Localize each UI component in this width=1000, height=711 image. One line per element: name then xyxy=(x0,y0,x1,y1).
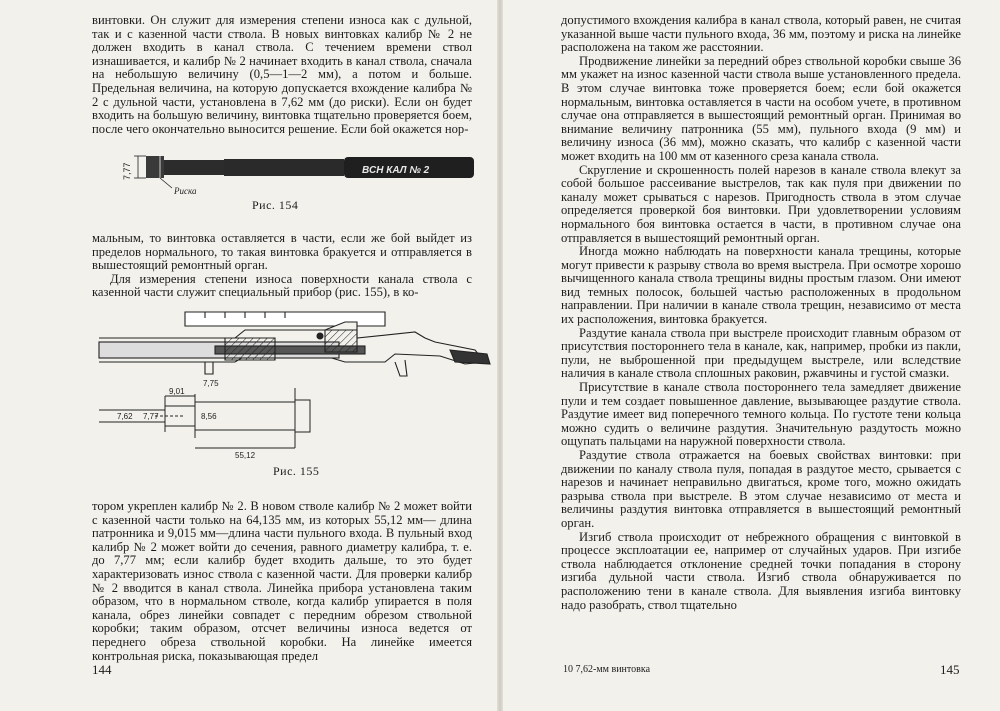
paragraph: Скругление и скрошенность полей нарезов в канале ствола влекут за собой большое рассеивание выстрелов, так как пуля при движении по каналу может срываться с нарезов. Пригодность ствола в этом случае определяется проверкой боя винтовки. При удовлетворении условиям нормального боя винтовка остается в части, в противном случае она отправляется в вышестоящий ремонтный орган. xyxy=(561,162,961,245)
figure-155-device xyxy=(95,298,495,460)
fig155-dim-6: 55,12 xyxy=(235,451,256,460)
fig155-dim-4: 7,77 xyxy=(143,412,159,421)
left-text-block-1 xyxy=(92,14,472,136)
figure-154-caption: Рис. 154 xyxy=(252,198,299,212)
left-text-block-2 xyxy=(92,232,472,300)
right-page xyxy=(503,0,1000,711)
paragraph: Продвижение линейки за передний обрез ствольной коробки свыше 36 мм укажет на износ казенной части ствола выше установленного предела. В этом случае винтовка тоже проверяется боем; если бой окажется нормальным, винтовка оставляется в части на особом учете, в противном случае она отправляется в вышестоящий ремонтный орган. Принимая во внимание величину патронника (55 мм), пульного входа (9 мм) и величину износа (36 мм), можно сказать, что калибр с казенной части может входить на 100 мм от казенного среза канала ствола. xyxy=(561,53,961,163)
paragraph: Изгиб ствола происходит от небрежного обращения с винтовкой в процессе эксплоатации ее, например от случайных ударов. При изгибе ствола наблюдается отклонение средней точки попадания в сторону изгиба дульной части ствола. Изгиб ствола обнаруживается по расположению тени в канале ствола. Для выявления изгиба винтовку надо разобрать, ствол тщательно xyxy=(561,529,961,612)
paragraph: Иногда можно наблюдать на поверхности канала трещины, которые могут привести к разрыву ствола во время выстрела. При осмотре хорошо вычищенного канала ствола трещины видны простым глазом. Они имеют вид темных полосок, большей частью расположенных в продольном направлении. При наличии в канале ствола трещин, независимо от места их расположения, винтовка бракуется. xyxy=(561,244,961,327)
figure-154-gauge xyxy=(100,150,480,198)
figure-155-caption: Рис. 155 xyxy=(273,464,320,478)
device-drawing xyxy=(99,312,490,376)
right-text-block xyxy=(561,14,961,612)
printer-signature: 10 7,62-мм винтовка xyxy=(563,664,651,675)
fig154-marker-label: Риска xyxy=(174,186,197,196)
paragraph: Присутствие в канале ствола постороннего тела замедляет движение пули и тем создает повышенное давление, вызывающее раздутие ствола. Раздутие имеет вид поперечного темного кольца. По густоте тени кольца можно судить о величине раздутия. Значительную раздутость можно ощупать пальцами на наружной поверхности ствола. xyxy=(561,380,961,449)
fig155-dim-1: 9,01 xyxy=(169,387,185,396)
paragraph: допустимого вхождения калибра в канал ствола, который равен, не считая указанной выше части пульного входа, 36 мм, поэтому и риска на линейке расположена на таком же расстоянии. xyxy=(561,13,961,55)
left-text-block-3 xyxy=(92,500,472,663)
fig155-dim-2: 7,75 xyxy=(203,379,219,388)
paragraph: мальным, то винтовка оставляется в части, если же бой выйдет из пределов нормального, то такая винтовка бракуется и отправляется в вышестоящий ремонтный орган. xyxy=(92,231,472,273)
paragraph: Раздутие ствола отражается на боевых свойствах винтовки: при движении по каналу ствола пуля, попадая в раздутое место, срывается с нарезов и начинает неправильно двигаться, кроме того, можно ожидать разрыва ствола при выстреле. В этом случае независимо от места и величины раздутия винтовка отправляется в вышестоящий ремонтный орган. xyxy=(561,448,961,530)
page-number-left: 144 xyxy=(92,662,112,677)
fig155-dim-5: 8,56 xyxy=(201,412,217,421)
page-number-right: 145 xyxy=(940,662,960,677)
fig155-dim-3: 7,62 xyxy=(117,412,133,421)
left-page xyxy=(0,0,497,711)
fig154-dimension: 7,77 xyxy=(122,162,132,180)
paragraph: винтовки. Он служит для измерения степени износа как с дульной, так и с казенной части ствола. В новых винтовках калибр № 2 не должен входить в канал ствола. С течением времени ствол изнашивается, и калибр № 2 начинает входить в канал ствола, сначала на небольшую величину (0,5—1—2 мм), а потом и больше. Предельная величина, на которую допускается вхождение калибра № 2 с дульной части, установлена в 7,62 мм (до риски). Если он будет входить на большую величину, винтовка тщательно проверяется боем, после чего окончательно выносится решение. Если бой окажется нор- xyxy=(92,13,472,136)
paragraph: Раздутие канала ствола при выстреле происходит главным образом от присутствия постороннего тела в канале, как, например, пробки из пакли, пули, не выброшенной при предыдущем выстреле, или вследствие наличия в канале ствола сплошных раковин, ржавчины и густой смазки. xyxy=(561,325,961,381)
paragraph: Для измерения степени износа поверхности канала ствола с казенной части служит специальный прибор (рис. 155), в ко- xyxy=(92,271,472,300)
fig154-engraving: ВСН КАЛ № 2 xyxy=(362,165,430,176)
paragraph: тором укреплен калибр № 2. В новом стволе калибр № 2 может войти с казенной части только на 64,135 мм, из которых 55,12 мм— длина патронника и 9,015 мм—длина части пульного входа. В пульный вход калибр № 2 может войти до сечения, равного диаметру калибра, т. е. до 7,77 мм; если калибр будет входить дальше, то это будет характеризовать износ ствола с казенной части. Для проверки калибр № 2 вводится в канал ствола. Линейка прибора установлена таким образом, что в нормальном стволе, когда калибр упирается в поля канала, обрез линейки совпадет с передним обрезом ствольной коробки; таким образом, отсчет величины износа ведется от переднего обреза ствольной коробки. На линейке имеется контрольная риска, показывающая предел xyxy=(92,499,472,663)
